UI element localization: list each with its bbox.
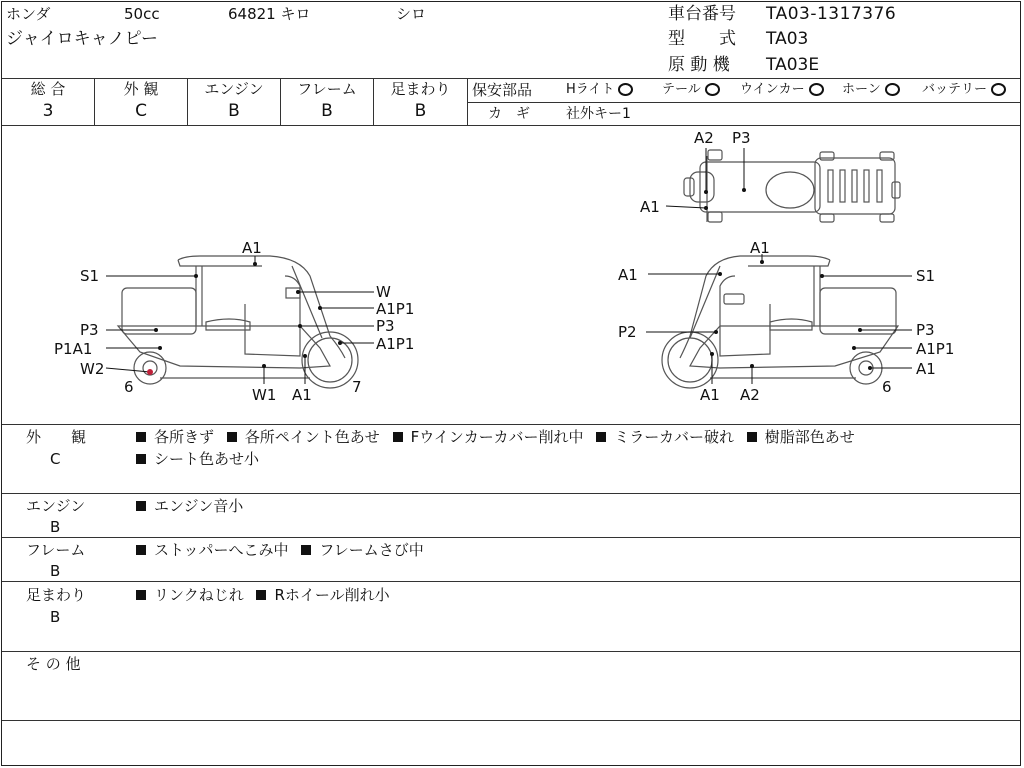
section-rule bbox=[2, 493, 1020, 494]
diagram-label: A1P1 bbox=[376, 335, 415, 353]
chassis-value: TA03-1317376 bbox=[766, 4, 897, 24]
diagram-label: A1P1 bbox=[916, 340, 955, 358]
grade-header-engine: エンジン bbox=[204, 80, 264, 98]
bullet-square-icon bbox=[136, 432, 146, 442]
diagram-label: 7 bbox=[352, 378, 362, 396]
section-grade-frame: B bbox=[50, 562, 61, 580]
section-title-exterior: 外 観 bbox=[26, 428, 87, 446]
diagram-bottom-rule bbox=[2, 424, 1020, 425]
diagram-label: P1A1 bbox=[54, 340, 93, 358]
chassis-label: 車台番号 bbox=[668, 4, 736, 24]
section-title-suspension: 足まわり bbox=[26, 586, 87, 604]
bullet-square-icon bbox=[227, 432, 237, 442]
grade-value-engine: B bbox=[228, 101, 240, 121]
key-label: カ ギ bbox=[488, 106, 530, 122]
maker: ホンダ bbox=[6, 5, 51, 23]
color: シロ bbox=[396, 5, 427, 23]
section-rule bbox=[2, 720, 1020, 721]
diagram-label: P3 bbox=[376, 317, 395, 335]
diagram-label: S1 bbox=[916, 267, 936, 285]
safety-item-tail: テール bbox=[662, 81, 720, 99]
mileage: 64821 キロ bbox=[228, 5, 311, 23]
bullet-square-icon bbox=[747, 432, 757, 442]
grade-value-suspension: B bbox=[414, 101, 427, 121]
grade-header-overall: 総 合 bbox=[30, 80, 66, 98]
engine-value: TA03E bbox=[766, 55, 820, 75]
section-grade-exterior: C bbox=[50, 450, 61, 468]
ok-circle-icon bbox=[991, 83, 1006, 96]
safety-item-battery: バッテリー bbox=[922, 81, 1006, 99]
grade-header-frame: フレーム bbox=[297, 80, 357, 98]
grade-value-overall: 3 bbox=[42, 101, 54, 121]
diagram-label: A1 bbox=[292, 386, 312, 404]
col-divider bbox=[467, 78, 468, 125]
section-grade-suspension: B bbox=[50, 608, 61, 626]
bullet-square-icon bbox=[596, 432, 606, 442]
grade-value-frame: B bbox=[321, 101, 333, 121]
diagram-label: A1 bbox=[750, 239, 770, 257]
table-top-rule bbox=[2, 78, 1020, 79]
section-title-engine: エンジン bbox=[26, 497, 86, 515]
diagram-label: A1 bbox=[618, 266, 638, 284]
diagram-label: S1 bbox=[80, 267, 100, 285]
safety-title: 保安部品 bbox=[472, 81, 533, 99]
grade-header-exterior: 外 観 bbox=[123, 80, 159, 98]
engine-label: 原 動 機 bbox=[668, 55, 730, 75]
vehicle-diagram bbox=[0, 126, 1024, 424]
type-value: TA03 bbox=[766, 29, 809, 49]
diagram-label: P3 bbox=[80, 321, 99, 339]
diagram-label: W1 bbox=[252, 386, 277, 404]
section-title-other: そ の 他 bbox=[26, 655, 81, 673]
diagram-label: A2 bbox=[740, 386, 760, 404]
safety-mid-rule bbox=[468, 102, 1020, 103]
bullet-square-icon bbox=[136, 590, 146, 600]
bullet-square-icon bbox=[136, 501, 146, 511]
diagram-label: A1 bbox=[640, 198, 660, 216]
section-title-frame: フレーム bbox=[26, 541, 86, 559]
type-label: 型 式 bbox=[668, 29, 736, 49]
diagram-label: A1 bbox=[700, 386, 720, 404]
safety-item-winker: ウインカー bbox=[740, 81, 824, 99]
damage-marker bbox=[147, 369, 153, 375]
diagram-label: P3 bbox=[916, 321, 935, 339]
diagram-label: P3 bbox=[732, 129, 751, 147]
bullet-square-icon bbox=[136, 545, 146, 555]
diagram-label: A1P1 bbox=[376, 300, 415, 318]
displacement: 50cc bbox=[124, 5, 160, 23]
section-grade-engine: B bbox=[50, 518, 61, 536]
ok-circle-icon bbox=[705, 83, 720, 96]
top-view-drawing bbox=[684, 150, 900, 222]
grade-header-suspension: 足まわり bbox=[390, 80, 451, 98]
diagram-label: A1 bbox=[242, 239, 262, 257]
bullet-square-icon bbox=[393, 432, 403, 442]
note-line: 各所きず 各所ペイント色あせ Fウインカーカバー削れ中 ミラーカバー破れ 樹脂部色あせ bbox=[136, 428, 855, 446]
bullet-square-icon bbox=[256, 590, 266, 600]
ok-circle-icon bbox=[809, 83, 824, 96]
section-rule bbox=[2, 537, 1020, 538]
ok-circle-icon bbox=[885, 83, 900, 96]
note-line: エンジン音小 bbox=[136, 497, 243, 515]
diagram-label: W2 bbox=[80, 360, 105, 378]
diagram-label: A2 bbox=[694, 129, 714, 147]
diagram-label: A1 bbox=[916, 360, 936, 378]
section-rule bbox=[2, 581, 1020, 582]
bullet-square-icon bbox=[301, 545, 311, 555]
grade-value-exterior: C bbox=[135, 101, 147, 121]
diagram-label: W bbox=[376, 283, 391, 301]
note-line: ストッパーへこみ中 フレームさび中 bbox=[136, 541, 424, 559]
note-line: リンクねじれ Rホイール削れ小 bbox=[136, 586, 390, 604]
diagram-label: 6 bbox=[882, 378, 892, 396]
section-rule bbox=[2, 651, 1020, 652]
safety-item-horn: ホーン bbox=[842, 81, 900, 99]
diagram-label: P2 bbox=[618, 323, 637, 341]
key-value: 社外キー1 bbox=[566, 106, 631, 122]
note-line: シート色あせ小 bbox=[136, 450, 259, 468]
model-name: ジャイロキャノピー bbox=[6, 29, 158, 49]
diagram-label: 6 bbox=[124, 378, 134, 396]
ok-circle-icon bbox=[618, 83, 633, 96]
bullet-square-icon bbox=[136, 454, 146, 464]
safety-item-headlight: Hライト bbox=[566, 81, 633, 99]
